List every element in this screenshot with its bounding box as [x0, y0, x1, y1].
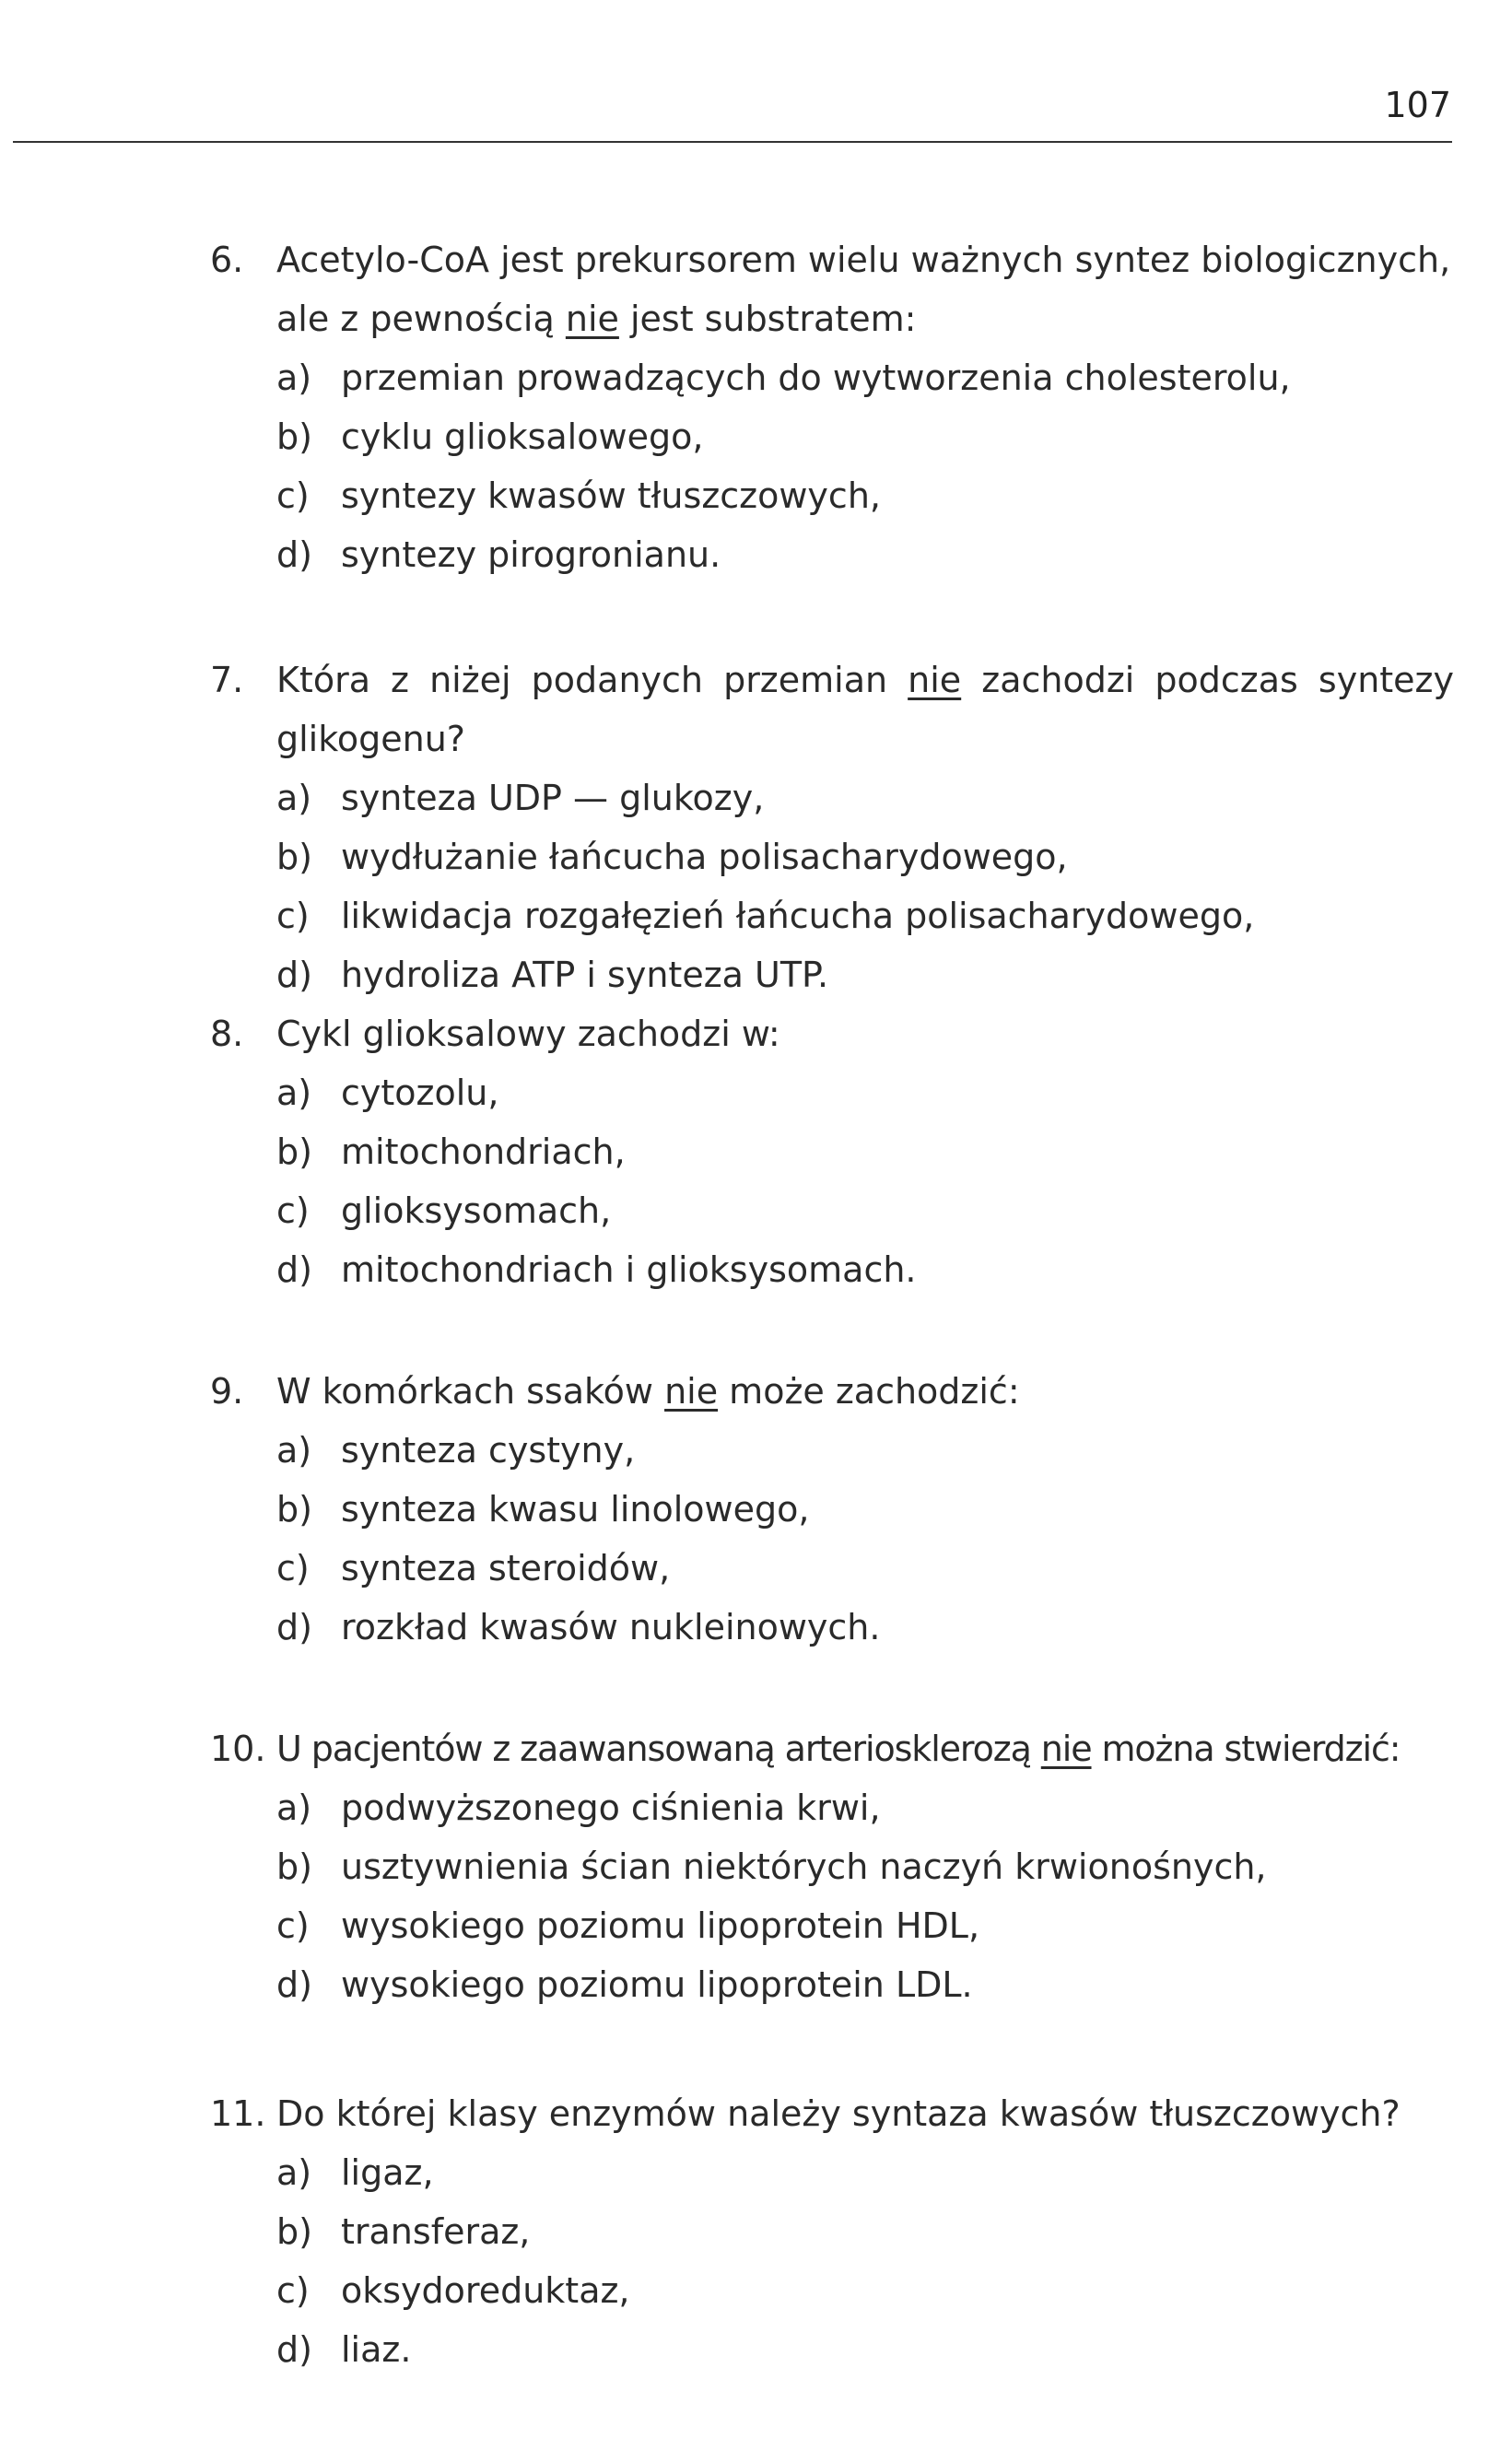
underlined-negation: nie — [908, 660, 962, 700]
answer-option-d: d) wysokiego poziomu lipoprotein LDL. — [276, 1964, 973, 2005]
answer-option-a: a) cytozolu, — [276, 1072, 499, 1113]
question-text-continued: glikogenu? — [276, 719, 465, 759]
question-number: 10. — [210, 1729, 266, 1769]
answer-option-c: c) synteza steroidów, — [276, 1548, 671, 1588]
answer-option-d: d) mitochondriach i glioksysomach. — [276, 1249, 917, 1290]
answer-option-c: c) syntezy kwasów tłuszczowych, — [276, 475, 881, 516]
underlined-negation: nie — [664, 1371, 719, 1412]
question-7 — [210, 651, 1454, 1004]
answer-option-d: d) liaz. — [276, 2329, 412, 2370]
answer-option-b: b) wydłużanie łańcucha polisacharydowego, — [276, 837, 1068, 877]
answer-option-d: d) syntezy pirogronianu. — [276, 534, 721, 575]
question-10 — [210, 1719, 1454, 2014]
question-text-continued: ale z pewnością nie jest substratem: — [276, 299, 917, 339]
answer-option-b: b) cyklu glioksalowego, — [276, 416, 704, 457]
header-rule — [13, 141, 1452, 143]
answer-option-b: b) synteza kwasu linolowego, — [276, 1489, 810, 1530]
question-text: W komórkach ssaków nie może zachodzić: — [276, 1371, 1020, 1412]
question-9 — [210, 1362, 1454, 1657]
question-text: Do której klasy enzymów należy syntaza kwasów tłuszczowych? — [276, 2093, 1401, 2134]
question-number: 9. — [210, 1371, 244, 1412]
answer-option-c: c) glioksysomach, — [276, 1190, 612, 1231]
question-number: 7. — [210, 660, 244, 700]
question-text: Cykl glioksalowy zachodzi w: — [276, 1014, 780, 1054]
question-text: U pacjentów z zaawansowaną arteriosklerozą nie można stwierdzić: — [276, 1729, 1401, 1769]
answer-option-a: a) synteza cystyny, — [276, 1430, 636, 1471]
answer-option-a: a) przemian prowadzących do wytworzenia cholesterolu, — [276, 357, 1291, 398]
answer-option-a: a) synteza UDP — glukozy, — [276, 778, 765, 818]
answer-option-d: d) hydroliza ATP i synteza UTP. — [276, 955, 829, 995]
page-number: 107 — [1384, 85, 1451, 125]
question-number: 8. — [210, 1014, 244, 1054]
question-8 — [210, 1004, 1454, 1299]
question-6 — [210, 230, 1454, 584]
answer-option-a: a) podwyższonego ciśnienia krwi, — [276, 1787, 881, 1828]
question-text: Acetylo-CoA jest prekursorem wielu ważnych syntez biologicznych, — [276, 240, 1451, 280]
answer-option-b: b) mitochondriach, — [276, 1131, 626, 1172]
question-number: 6. — [210, 240, 244, 280]
underlined-negation: nie — [1040, 1729, 1092, 1769]
answer-option-c: c) oksydoreduktaz, — [276, 2270, 630, 2311]
question-number: 11. — [210, 2093, 266, 2134]
underlined-negation: nie — [565, 299, 619, 339]
answer-option-b: b) transferaz, — [276, 2211, 531, 2252]
answer-option-c: c) likwidacja rozgałęzień łańcucha polisacharydowego, — [276, 896, 1255, 936]
question-text: Która z niżej podanych przemian nie zachodzi podczas syntezy — [276, 660, 1454, 700]
question-11 — [210, 2084, 1454, 2379]
answer-option-d: d) rozkład kwasów nukleinowych. — [276, 1607, 881, 1647]
answer-option-c: c) wysokiego poziomu lipoprotein HDL, — [276, 1905, 980, 1946]
answer-option-b: b) usztywnienia ścian niektórych naczyń krwionośnych, — [276, 1846, 1267, 1887]
answer-option-a: a) ligaz, — [276, 2152, 434, 2193]
